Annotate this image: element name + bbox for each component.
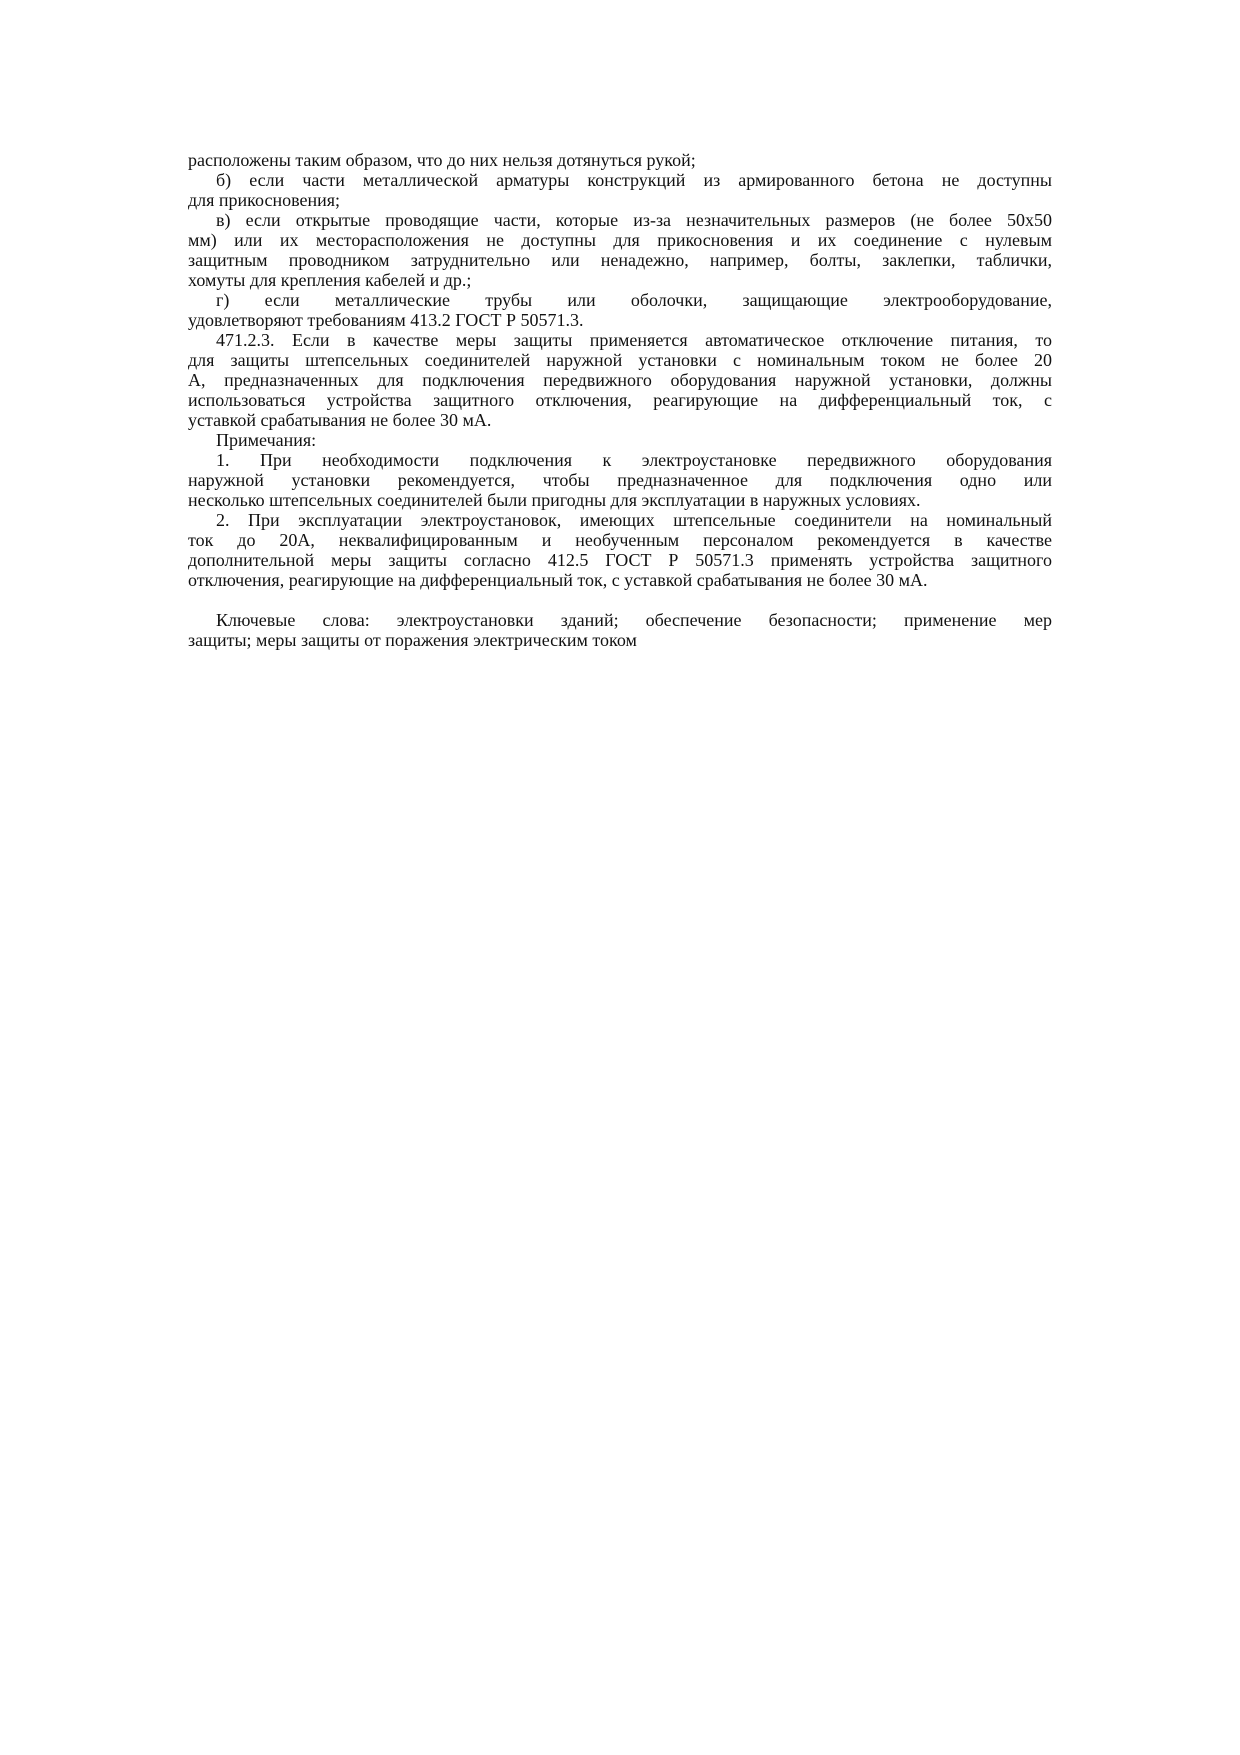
- text-line: г) если металлические трубы или оболочки, защищающие электрооборудование,: [216, 290, 1052, 310]
- text-line: использоваться устройства защитного отключения, реагирующие на дифференциальный ток, с: [188, 390, 1052, 410]
- text-line: защитным проводником затруднительно или ненадежно, например, болты, заклепки, таблички,: [188, 250, 1052, 270]
- keywords-paragraph: [188, 610, 1052, 650]
- text-line: дополнительной меры защиты согласно 412.5 ГОСТ Р 50571.3 применять устройства защитного: [188, 550, 1052, 570]
- text-line: Примечания:: [216, 430, 317, 450]
- text-line: хомуты для крепления кабелей и др.;: [188, 270, 472, 290]
- paragraph: [188, 330, 1052, 430]
- paragraph: [188, 170, 1052, 210]
- paragraph: [188, 430, 1052, 450]
- paragraph: [188, 510, 1052, 590]
- text-line: 471.2.3. Если в качестве меры защиты применяется автоматическое отключение питания, то: [216, 330, 1052, 350]
- text-line: расположены таким образом, что до них нельзя дотянуться рукой;: [188, 150, 696, 170]
- text-line: уставкой срабатывания не более 30 мА.: [188, 410, 492, 430]
- text-line: для защиты штепсельных соединителей наружной установки с номинальным током не более 20: [188, 350, 1052, 370]
- text-line: Ключевые слова: электроустановки зданий; обеспечение безопасности; применение мер: [216, 610, 1052, 630]
- text-line: удовлетворяют требованиям 413.2 ГОСТ Р 50571.3.: [188, 310, 584, 330]
- text-line: для прикосновения;: [188, 190, 341, 210]
- document-page: [188, 150, 1052, 650]
- text-line: ток до 20А, неквалифицированным и необученным персоналом рекомендуется в качестве: [188, 530, 1052, 550]
- text-line: несколько штепсельных соединителей были пригодны для эксплуатации в наружных условиях.: [188, 490, 921, 510]
- paragraph: [188, 210, 1052, 290]
- text-line: наружной установки рекомендуется, чтобы предназначенное для подключения одно или: [188, 470, 1052, 490]
- text-line: отключения, реагирующие на дифференциальный ток, с уставкой срабатывания не более 30 мА.: [188, 570, 928, 590]
- paragraph: [188, 290, 1052, 330]
- text-line: в) если открытые проводящие части, которые из-за незначительных размеров (не более 50х50: [216, 210, 1052, 230]
- blank-line: [188, 590, 1052, 610]
- paragraph: [188, 150, 1052, 170]
- text-line: защиты; меры защиты от поражения электрическим током: [188, 630, 637, 650]
- text-line: 2. При эксплуатации электроустановок, имеющих штепсельные соединители на номинальный: [216, 510, 1052, 530]
- text-line: мм) или их месторасположения не доступны для прикосновения и их соединение с нулевым: [188, 230, 1052, 250]
- text-line: 1. При необходимости подключения к электроустановке передвижного оборудования: [216, 450, 1052, 470]
- paragraph: [188, 450, 1052, 510]
- text-line: А, предназначенных для подключения передвижного оборудования наружной установки, должны: [188, 370, 1052, 390]
- text-line: б) если части металлической арматуры конструкций из армированного бетона не доступны: [216, 170, 1052, 190]
